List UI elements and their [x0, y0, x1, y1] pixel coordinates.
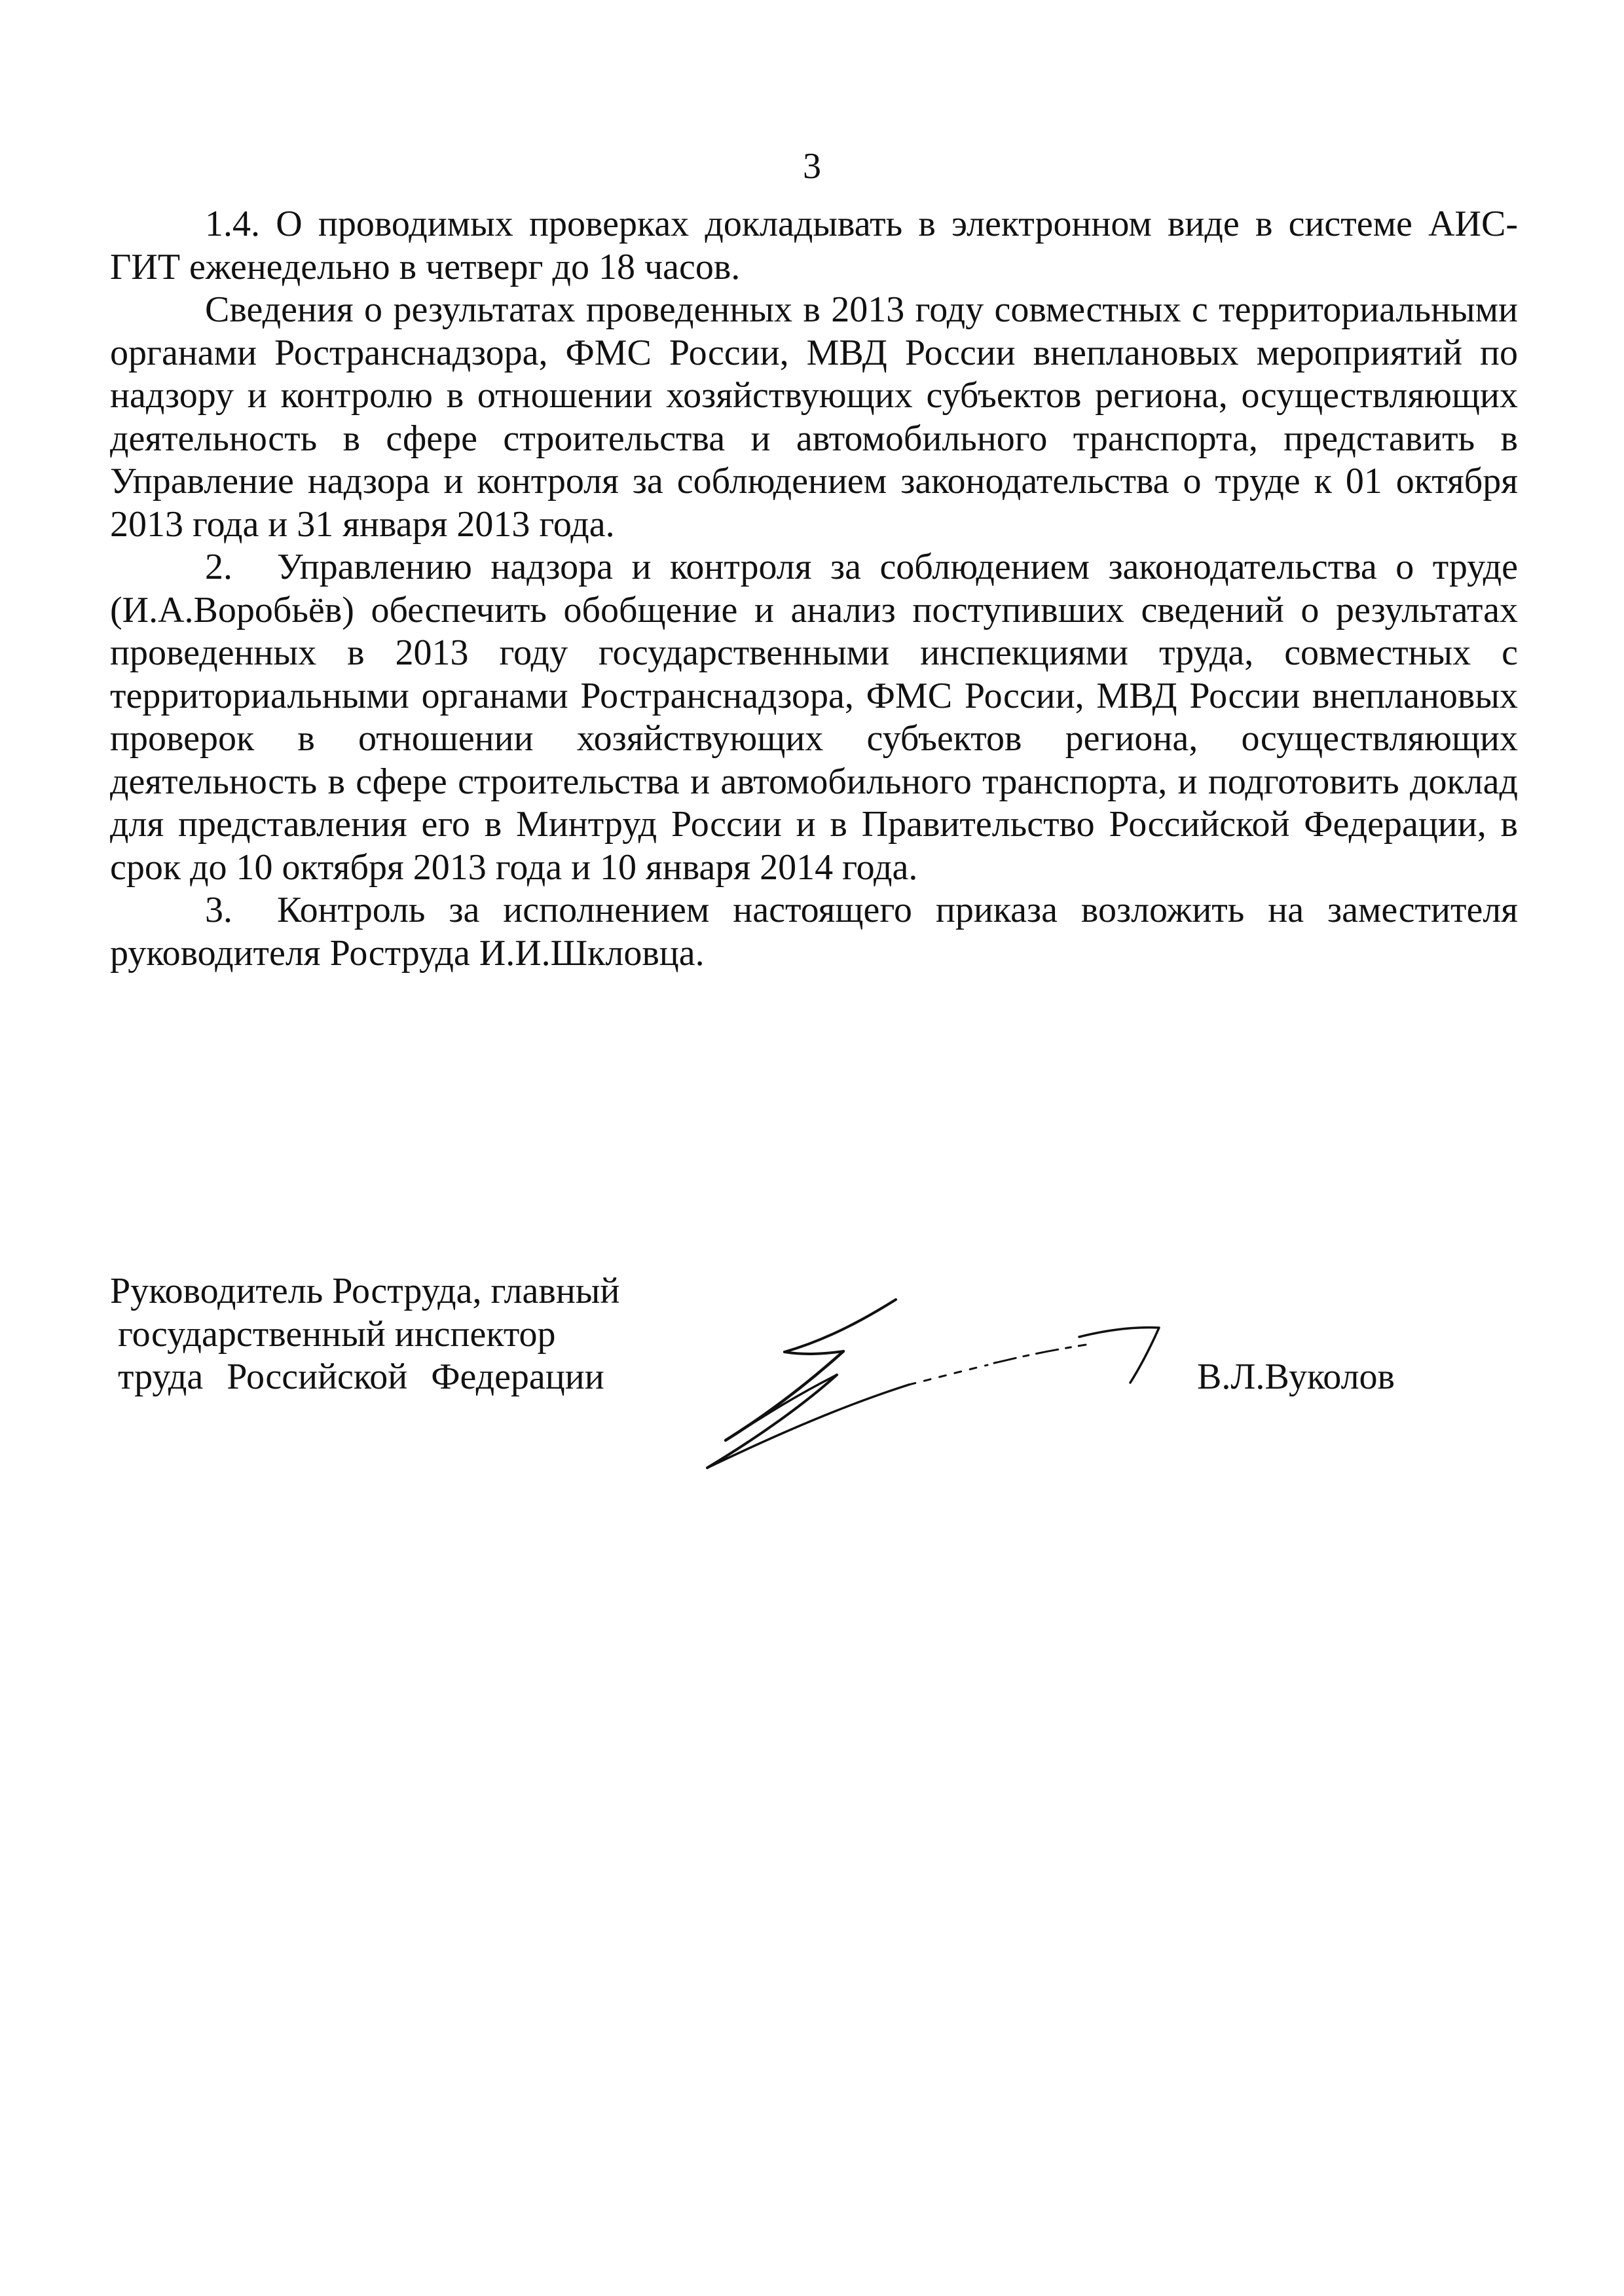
paragraph-3: [110, 889, 1518, 975]
page-number: 3: [803, 146, 821, 187]
handwritten-signature: [686, 1283, 1223, 1480]
paragraph-1-4: 1.4. О проводимых проверках докладывать в электронном виде в системе АИС-ГИТ еженедельно в четверг до 18 часов.: [110, 204, 1518, 287]
paragraph-3-number: 3.: [205, 890, 232, 930]
paragraph-svedeniya: Сведения о результатах проведенных в 2013 году совместных с территориальными органами Ространснадзора, ФМС России, МВД России внеплановых мероприятий по надзору и контролю в отношении хозяйствующих субъектов региона, осуществляющих деятельность в сфере строительства и автомобильного транспорта, представить в Управление надзора и контроля за соблюдением законодательства о труде к 01 октября 2013 года и 31 января 2013 года.: [110, 289, 1518, 545]
document-body: [110, 203, 1518, 975]
paragraph-3-text: Контроль за исполнением настоящего приказа возложить на заместителя руководителя Роструда И.И.Шкловца.: [110, 890, 1518, 974]
signatory-title-line-2: государственный инспектор: [118, 1313, 556, 1355]
signatory-title-line-3: труда Российской Федерации: [118, 1357, 604, 1397]
signatory-title-line-1: Руководитель Роструда, главный: [110, 1271, 620, 1311]
signatory-title: [110, 1270, 712, 1399]
signature-block: [110, 1270, 1518, 1532]
paragraph-2-text: Управлению надзора и контроля за соблюдением законодательства о труде (И.А.Воробьёв) обеспечить обобщение и анализ поступивших сведений о результатах проведенных в 2013 году государственными инспекциями труда, совместных с территориальными органами Ространснадзора, ФМС России, МВД России внеплановых проверок в отношении хозяйствующих субъектов региона, осуществляющих деятельность в сфере строительства и автомобильного транспорта, и подготовить доклад для представления его в Минтруд России и в Правительство Российской Федерации, в срок до 10 октября 2013 года и 10 января 2014 года.: [110, 547, 1518, 888]
paragraph-2-number: 2.: [205, 547, 232, 587]
signatory-name: В.Л.Вуколов: [1197, 1357, 1395, 1397]
paragraph-2: [110, 546, 1518, 889]
